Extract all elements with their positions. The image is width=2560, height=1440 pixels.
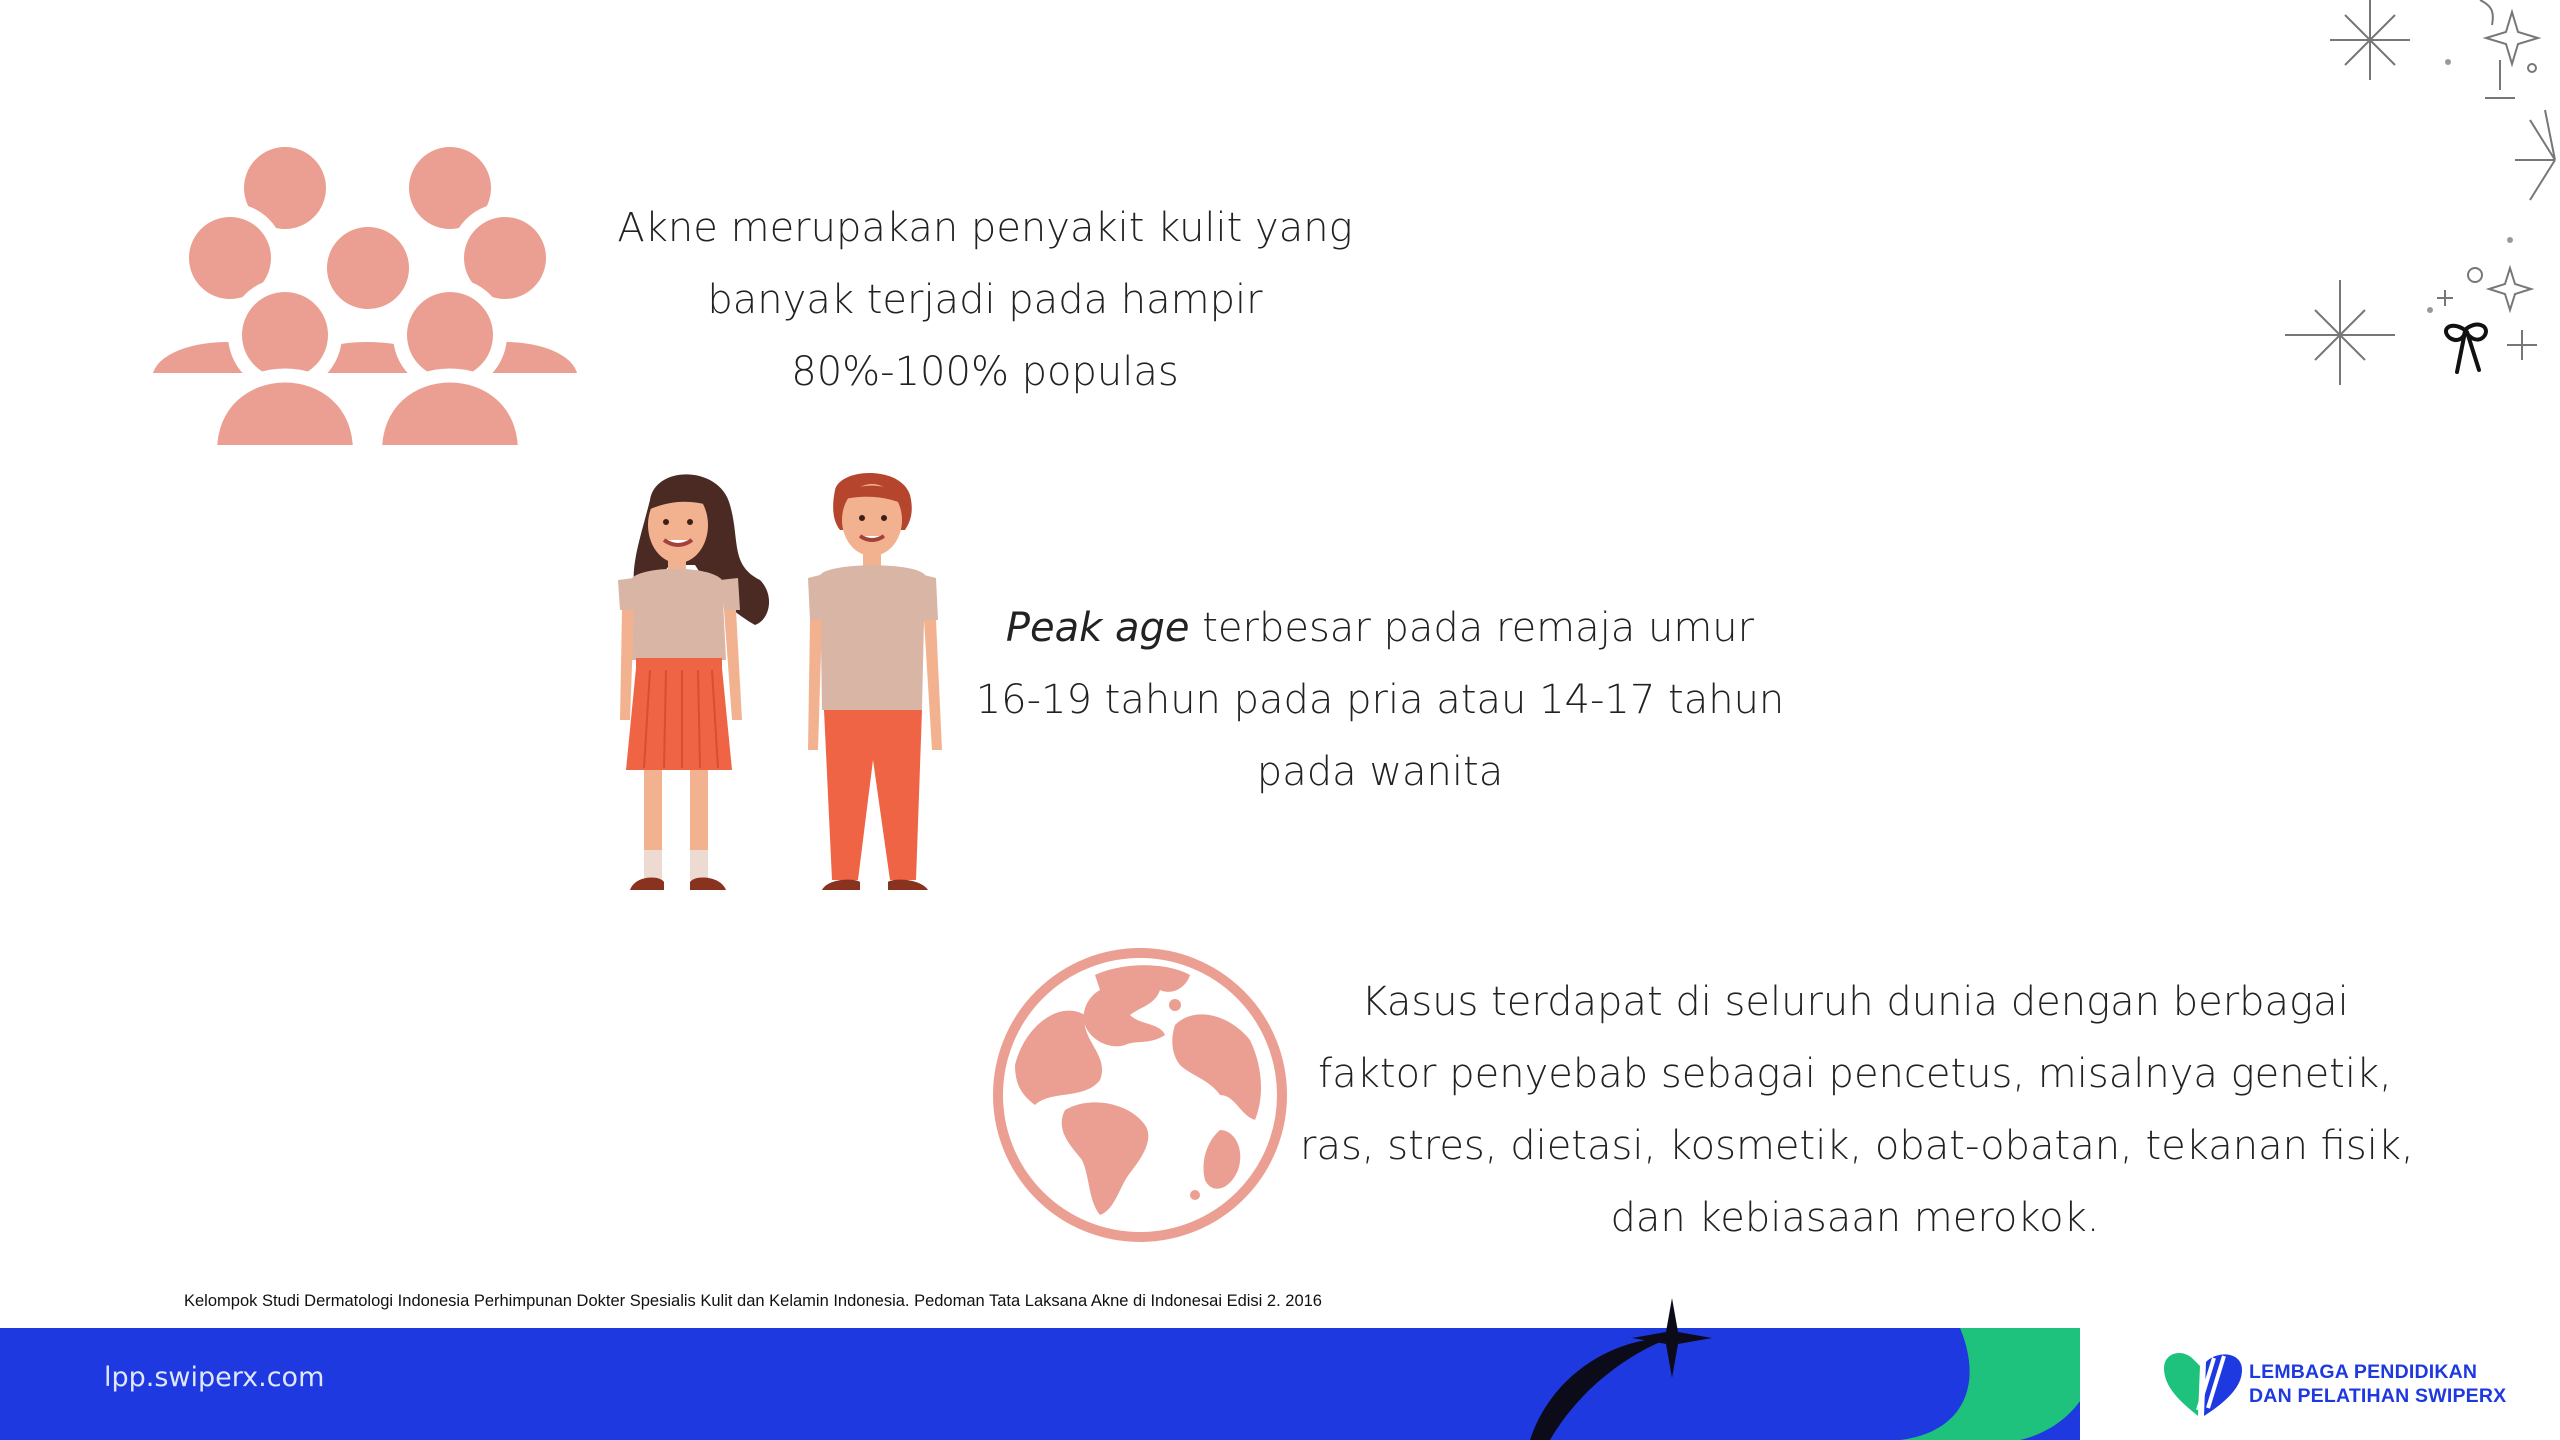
stat3-line: Kasus terdapat di seluruh dunia dengan berbagai (1361, 979, 2349, 1025)
stat3-line: dan kebiasaan merokok. (1610, 1195, 2100, 1241)
teen-girl-boy-illustration (600, 470, 960, 920)
organization-logo-text (2249, 1360, 2506, 1408)
logo-line-2: DAN PELATIHAN SWIPERX (2249, 1385, 2507, 1407)
ribbon-bow-icon (2446, 325, 2486, 372)
citation-text: Kelompok Studi Dermatologi Indonesia Perhimpunan Dokter Spesialis Kulit dan Kelamin Indonesia. Pedoman Tata Laksana Akne di Indonesai Edisi 2. 2016 (184, 1292, 1322, 1310)
stat3-line: ras, stres, dietasi, kosmetik, obat-obatan, tekanan fisik, (1300, 1123, 2414, 1169)
stat-text-prevalence (560, 192, 1410, 408)
stat-text-peak-age (960, 592, 1800, 808)
stat1-line: Akne merupakan penyakit kulit yang (617, 205, 1353, 251)
swiperx-heart-logo-icon (2162, 1348, 2244, 1418)
people-group-icon (150, 140, 590, 450)
stat2-line: 16-19 tahun pada pria atau 14-17 tahun (975, 677, 1785, 723)
stat2-line: pada wanita (1256, 749, 1504, 795)
stat-text-worldwide (1300, 966, 2414, 1254)
stat1-line: banyak terjadi pada hampir (707, 277, 1263, 323)
stat1-line: 80%-100% populas (791, 349, 1179, 395)
peak-age-emphasis: Peak age (1005, 605, 1190, 651)
stat2-line-1 (960, 592, 1800, 664)
logo-line-1: LEMBAGA PENDIDIKAN (2249, 1361, 2478, 1383)
comet-swoosh-icon (1520, 1298, 1730, 1440)
globe-icon (990, 945, 1290, 1245)
sparkles-decoration-icon (2300, 0, 2560, 400)
footer-website-link[interactable]: lpp.swiperx.com (104, 1362, 325, 1393)
stat3-line: faktor penyebab sebagai pencetus, misalnya genetik, (1318, 1051, 2392, 1097)
stat2-line-1-rest: terbesar pada remaja umur (1189, 605, 1755, 651)
